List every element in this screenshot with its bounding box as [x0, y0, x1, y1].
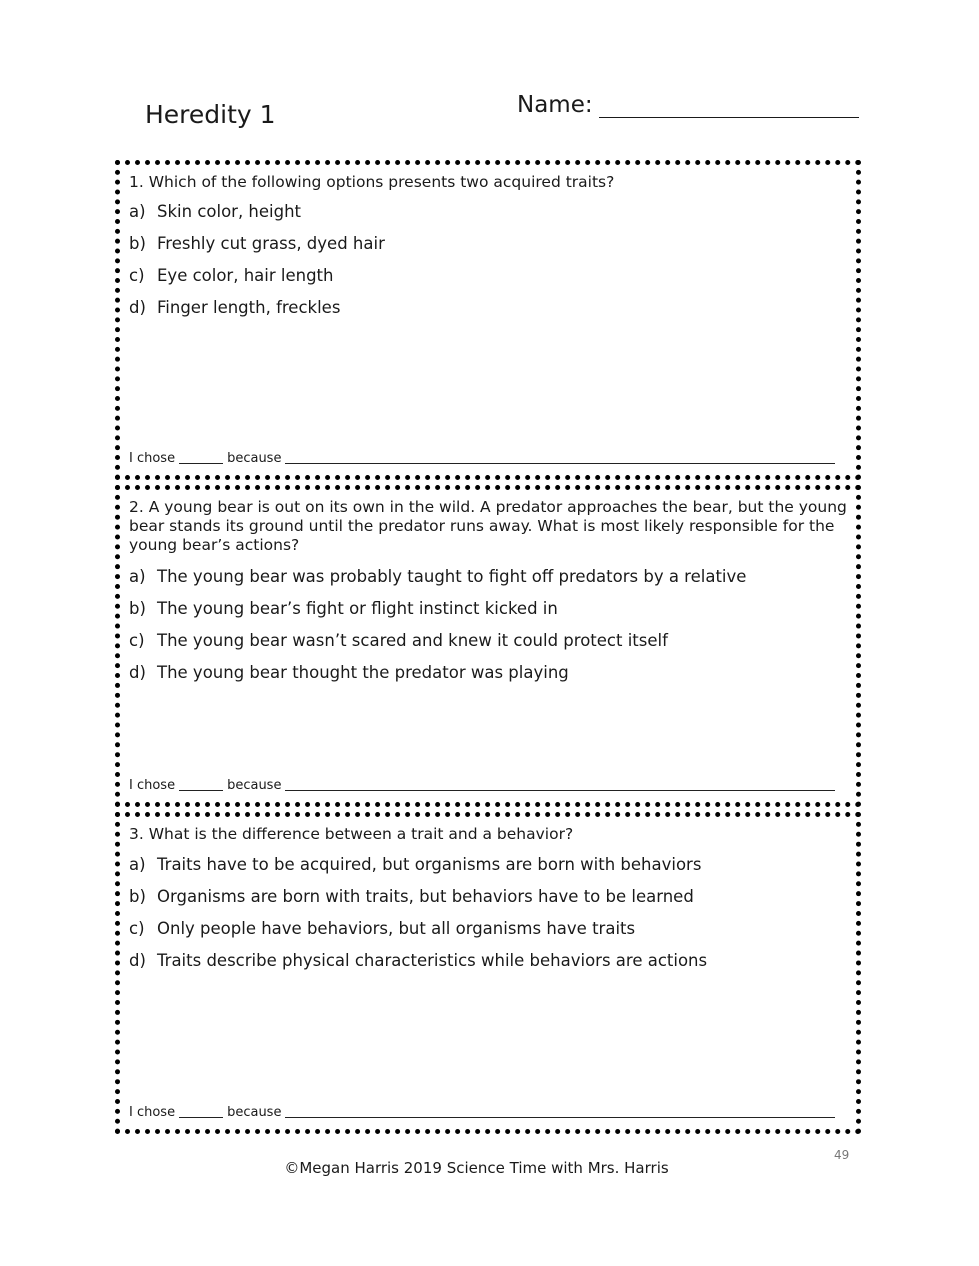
reason-blank[interactable] [285, 789, 835, 791]
i-chose-label: I chose [129, 1105, 176, 1120]
option-text: Traits have to be acquired, but organisms are born with behaviors [157, 855, 702, 874]
page-number: 49 [834, 1148, 850, 1162]
question-1-answer-line[interactable] [129, 451, 835, 466]
because-label: because [227, 778, 282, 793]
option-text: Traits describe physical characteristics while behaviors are actions [157, 951, 708, 970]
choice-blank[interactable] [179, 789, 223, 791]
option-text: The young bear thought the predator was playing [157, 663, 569, 682]
option-letter: d) [129, 298, 146, 317]
option-letter: d) [129, 663, 146, 682]
option-text: Only people have behaviors, but all organisms have traits [157, 919, 636, 938]
question-1-option-b[interactable] [129, 234, 385, 253]
reason-blank[interactable] [285, 462, 835, 464]
i-chose-label: I chose [129, 451, 176, 466]
option-letter: b) [129, 234, 146, 253]
footer-copyright [0, 1159, 979, 1177]
option-letter: d) [129, 951, 146, 970]
name-label: Name: [517, 92, 593, 118]
because-label: because [227, 1105, 282, 1120]
question-2-option-b[interactable] [129, 599, 558, 618]
option-text: Organisms are born with traits, but behaviors have to be learned [157, 887, 694, 906]
option-letter: b) [129, 887, 146, 906]
choice-blank[interactable] [179, 1116, 223, 1118]
name-field[interactable] [517, 92, 859, 118]
question-3-answer-line[interactable] [129, 1105, 835, 1120]
option-text: The young bear was probably taught to fight off predators by a relative [157, 567, 747, 586]
reason-blank[interactable] [285, 1116, 835, 1118]
option-letter: c) [129, 631, 145, 650]
question-2-text: 2. A young bear is out on its own in the wild. A predator approaches the bear, but the young bear stands its ground until the predator runs away. What is most likely responsible for the young bear’s actions? [129, 498, 847, 554]
question-box-3 [115, 812, 861, 1134]
question-2-option-a[interactable] [129, 567, 746, 586]
name-blank-line[interactable] [599, 95, 859, 118]
question-1-option-c[interactable] [129, 266, 333, 285]
option-letter: c) [129, 919, 145, 938]
question-box-1 [115, 160, 861, 480]
question-box-2 [115, 485, 861, 807]
question-3-option-d[interactable] [129, 951, 707, 970]
option-letter: a) [129, 202, 146, 221]
question-3-option-c[interactable] [129, 919, 635, 938]
question-2-option-d[interactable] [129, 663, 569, 682]
option-letter: a) [129, 567, 146, 586]
option-text: The young bear wasn’t scared and knew it could protect itself [157, 631, 668, 650]
option-letter: a) [129, 855, 146, 874]
worksheet-title: Heredity 1 [145, 100, 276, 129]
question-1-text: 1. Which of the following options presents two acquired traits? [129, 173, 615, 191]
option-letter: b) [129, 599, 146, 618]
question-3-text: 3. What is the difference between a trait and a behavior? [129, 825, 574, 843]
question-2-answer-line[interactable] [129, 778, 835, 793]
option-text: Freshly cut grass, dyed hair [157, 234, 385, 253]
option-text: Finger length, freckles [157, 298, 341, 317]
because-label: because [227, 451, 282, 466]
option-text: Skin color, height [157, 202, 302, 221]
question-3-option-a[interactable] [129, 855, 701, 874]
option-text: The young bear’s fight or flight instinct kicked in [157, 599, 558, 618]
footer-text: ©Megan Harris 2019 Science Time with Mrs. Harris [284, 1159, 669, 1177]
question-3-option-b[interactable] [129, 887, 694, 906]
i-chose-label: I chose [129, 778, 176, 793]
question-2-option-c[interactable] [129, 631, 668, 650]
question-1-option-a[interactable] [129, 202, 301, 221]
question-1-option-d[interactable] [129, 298, 340, 317]
choice-blank[interactable] [179, 462, 223, 464]
option-text: Eye color, hair length [157, 266, 334, 285]
option-letter: c) [129, 266, 145, 285]
